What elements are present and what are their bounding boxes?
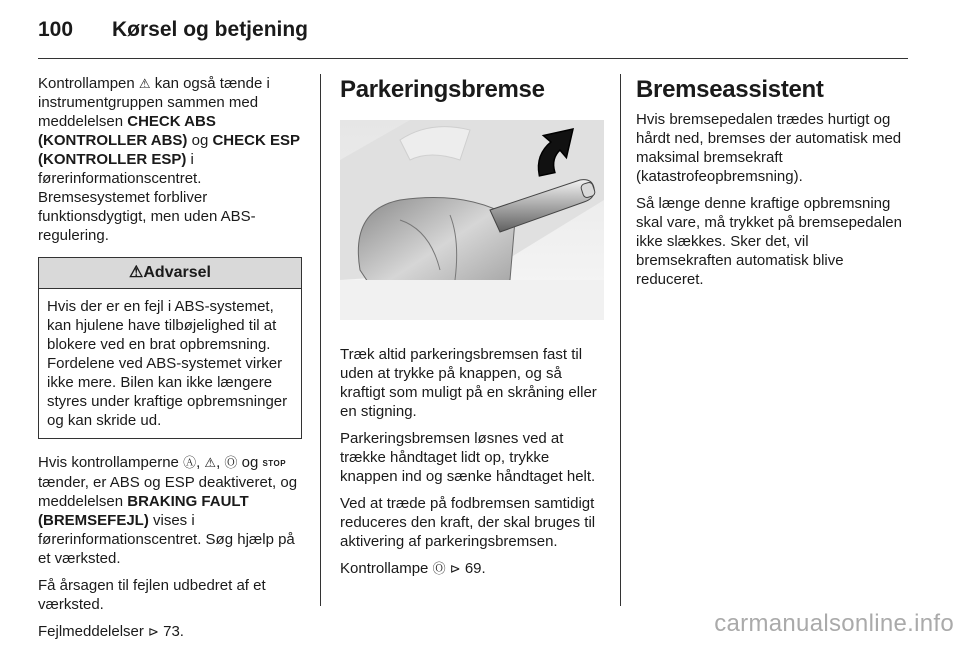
column-parking-brake [340,74,604,586]
check-abs-message: CHECK ABS (KONTROLLER ABS) [38,113,216,149]
abs-warning-icon: ⚠ [138,76,151,91]
warning-header [39,258,301,289]
abs-paragraph-4: Fejlmeddelelser ⊳ 73. [38,623,184,640]
parking-brake-heading: Parkeringsbremse [340,76,545,103]
page-number: 100 [38,18,74,41]
parking-brake-illustration [340,120,604,320]
abs-icon: Ⓐ [183,455,197,470]
brake-icon: Ⓞ [224,455,238,470]
abs-paragraph-1: Kontrollampen ⚠ kan også tænde i instrumentgruppen sammen med meddelelsen CHECK ABS (KONTROLLER ABS) og CHECK ESP (KONTROLLER ESP) i førerinformationscentret. Bremsesystemet forbliver funktionsdygtigt, men uden ABS-regulering. [38,75,300,244]
page-reference-icon: ⊳ [148,624,159,639]
parking-paragraph-3: Ved at træde på fodbremsen samtidigt reduceres den kraft, der skal bruges til aktivering af parkeringsbremsen. [340,495,596,550]
warning-title: Advarsel [143,264,211,281]
stop-icon: STOP [262,459,287,468]
check-esp-message: CHECK ESP (KONTROLLER ESP) [38,132,300,168]
abs-paragraph-3: Få årsagen til fejlen udbedret af et værksted. [38,577,266,613]
braking-fault-message: BRAKING FAULT (BREMSEFEJL) [38,493,249,529]
page-reference-icon: ⊳ [449,561,461,576]
column-brake-assist [636,74,902,297]
parking-paragraph-1: Træk altid parkeringsbremsen fast til uden at trykke på knappen, og så kraftigt som muligt på en skråning eller en stigning. [340,346,597,420]
assist-paragraph-2: Så længe denne kraftige opbremsning skal vare, må trykket på bremsepedalen ikke slækkes. Sker det, vil bremsekraften automatisk blive reduceret. [636,195,902,288]
parking-paragraph-4: Kontrollampe Ⓞ ⊳ 69. [340,560,486,577]
column-divider-left [320,74,321,606]
esp-icon: ⚠ [204,455,217,470]
abs-paragraph-2: Hvis kontrollamperne Ⓐ, ⚠, Ⓞ og STOP tænder, er ABS og ESP deaktiveret, og meddelelsen BRAKING FAULT (BREMSEFEJL) vises i førerinformationscentret. Søg hjælp på et værksted. [38,454,298,567]
watermark: carmanualsonline.info [714,610,954,637]
column-abs [38,74,302,649]
brake-icon: Ⓞ [432,561,446,576]
header-rule [38,58,908,59]
parking-paragraph-2: Parkeringsbremsen løsnes ved at trække håndtaget lidt op, trykke knappen ind og sænke håndtaget helt. [340,430,596,485]
assist-paragraph-1: Hvis bremsepedalen trædes hurtigt og hårdt ned, bremses der automatisk med maksimal bremsekraft (katastrofeopbremsning). [636,111,902,185]
brake-assist-heading: Bremseassistent [636,76,824,103]
warning-text: Hvis der er en fejl i ABS-systemet, kan hjulene have tilbøjelighed til at blokere ved en brat opbremsning. Fordelene ved ABS-systemet virker ikke mere. Bilen kan ikke længere styres under kraftige opbremsninger og kan skride ud. [47,298,288,429]
warning-triangle-icon: ⚠ [129,264,144,281]
warning-box [38,257,302,439]
page-title: Kørsel og betjening [112,18,309,41]
column-divider-right [620,74,621,606]
